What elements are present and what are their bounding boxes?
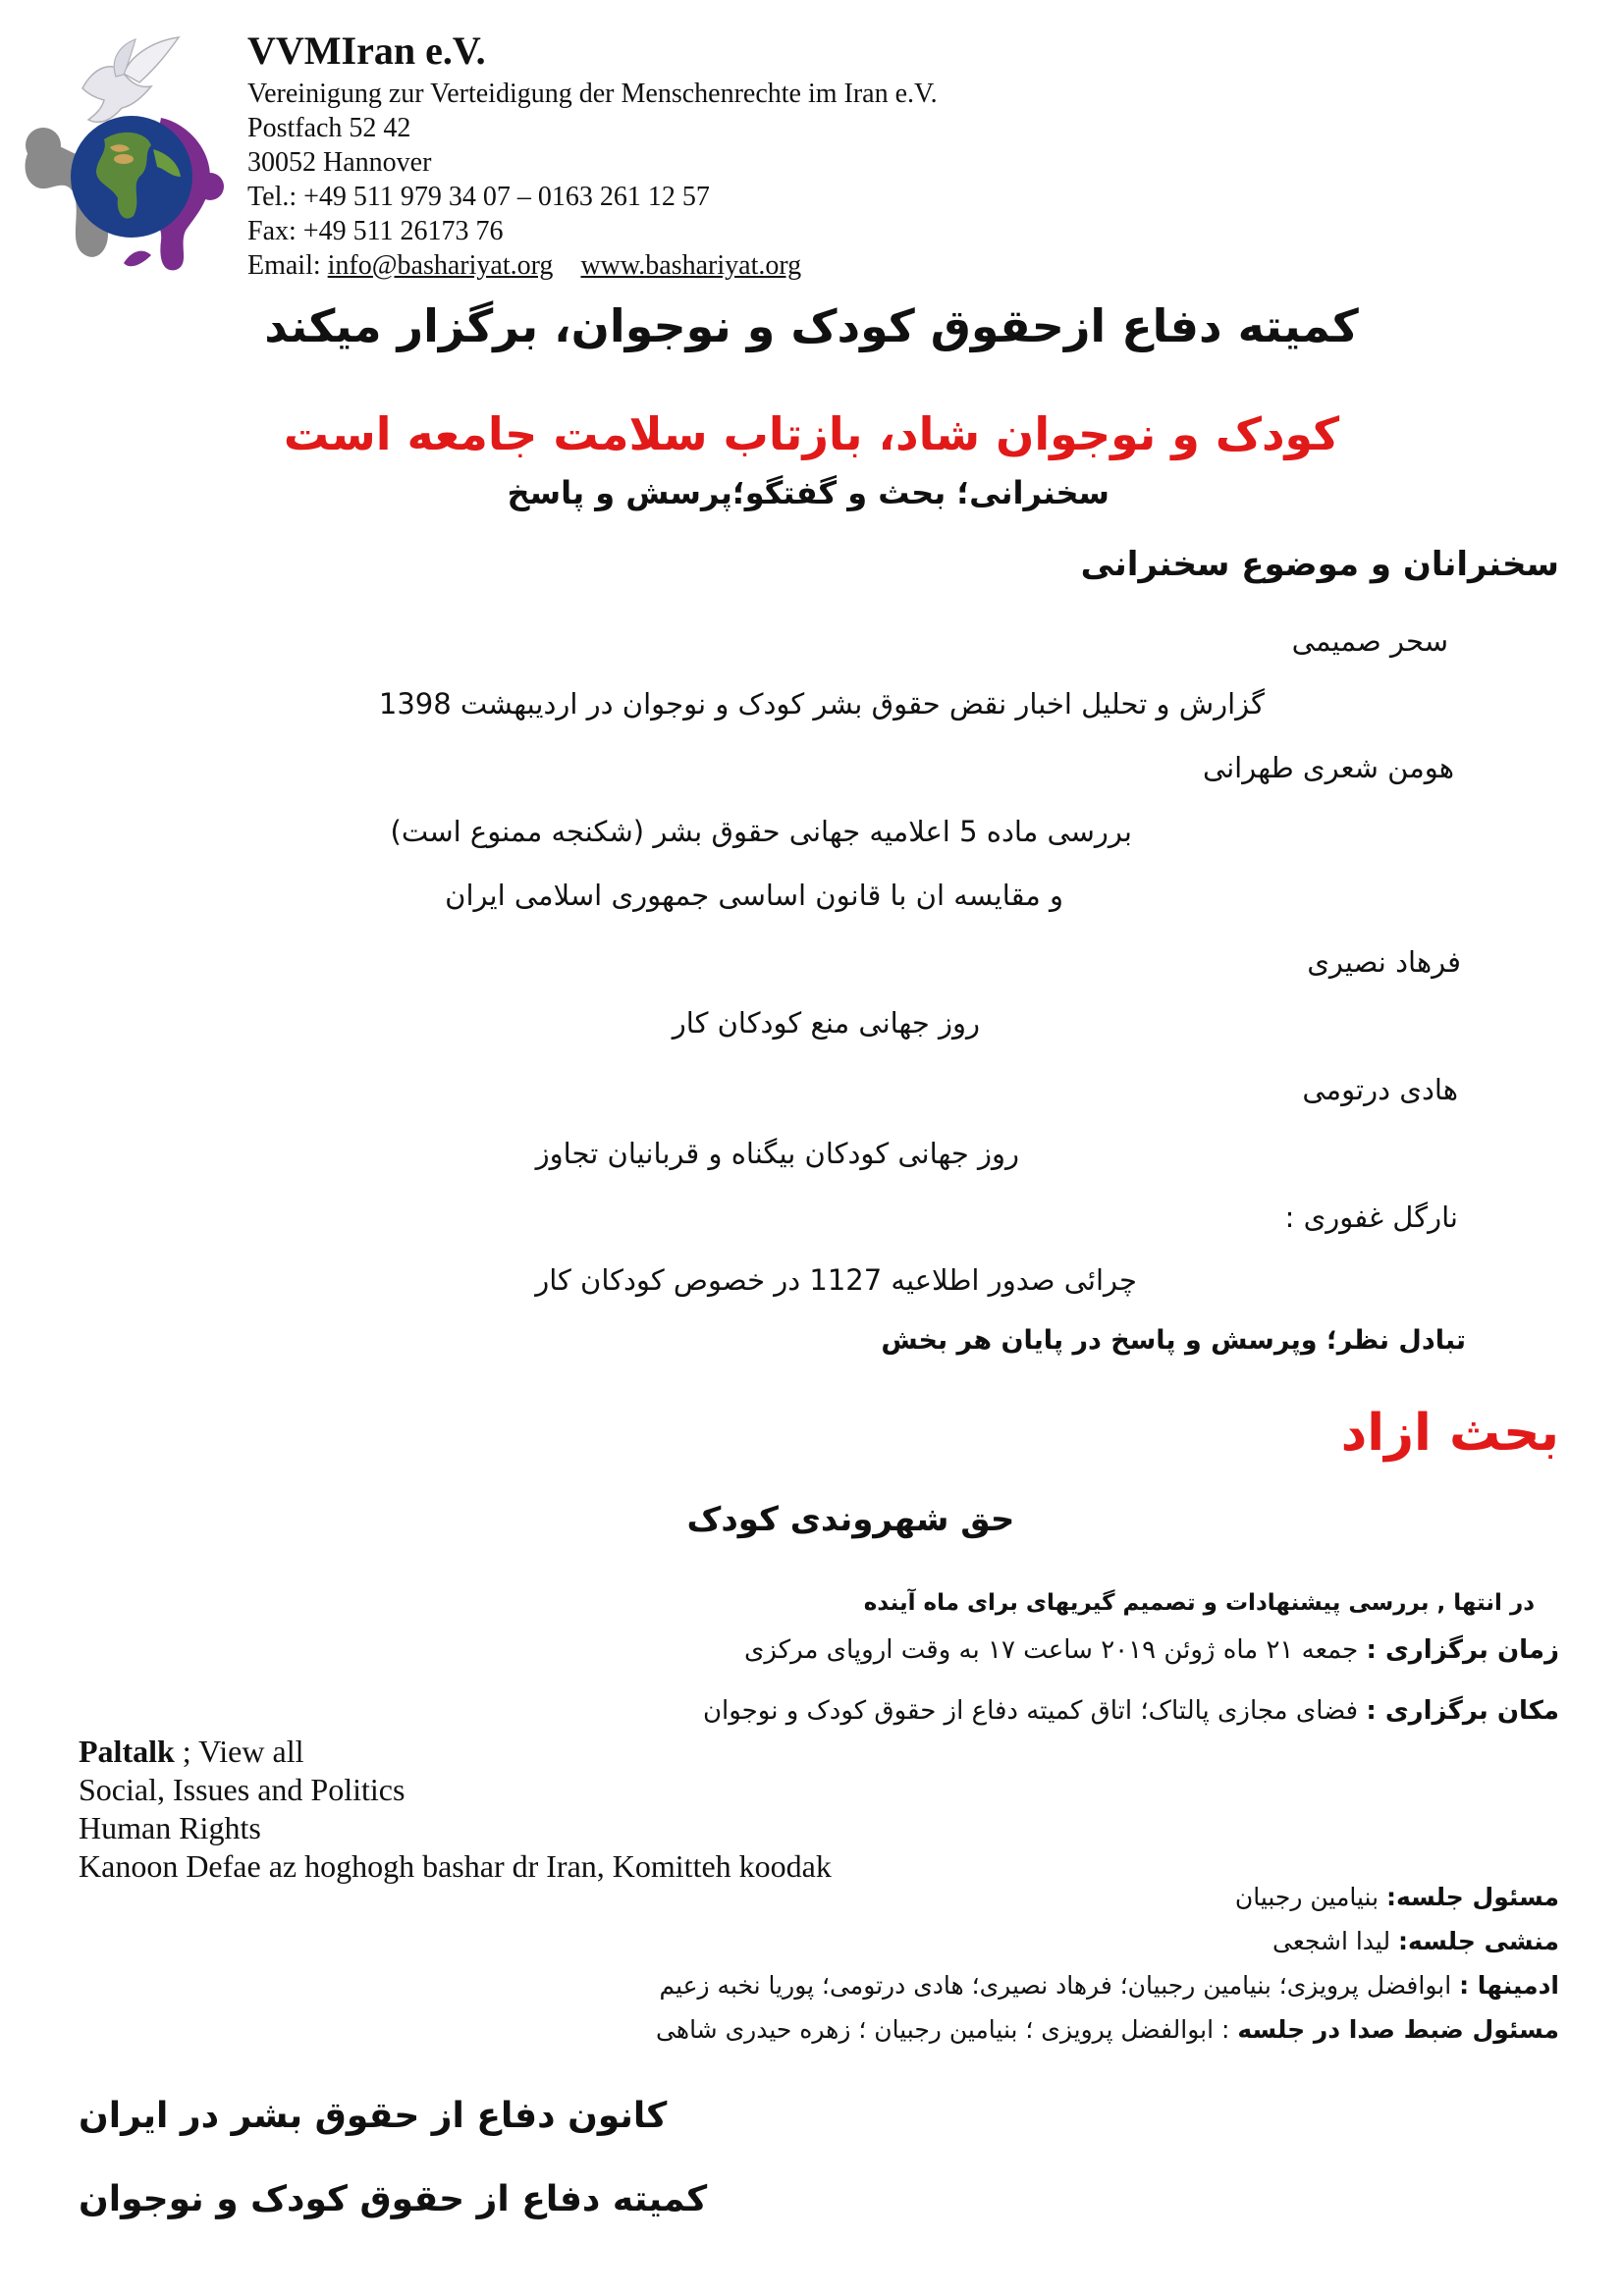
role-value: بنیامین رجبیان: [1234, 1883, 1386, 1911]
audio-recording: [656, 2015, 1559, 2044]
organization-full-name: Vereinigung zur Verteidigung der Menschenrechte im Iran e.V.: [247, 79, 938, 109]
time-value: جمعه ۲۱ ماه ژوئن ۲۰۱۹ ساعت ۱۷ به وقت اروپای مرکزی: [744, 1635, 1367, 1665]
globe-icon: [71, 116, 192, 238]
closing-agenda: در انتها , بررسی پیشنهادات و تصمیم گیریهای برای ماه آینده: [863, 1590, 1535, 1616]
event-place: [703, 1696, 1559, 1726]
organization-header: [247, 26, 938, 283]
paltalk-subcategory: Human Rights: [79, 1810, 261, 1845]
speaker-topic: روز جهانی کودکان بیگناه و قربانیان تجاوز: [535, 1137, 1019, 1170]
place-label: مکان برگزاری :: [1366, 1696, 1559, 1726]
discussion-note: تبادل نظر؛ وپرسش و پاسخ در پایان هر بخش: [881, 1325, 1466, 1356]
speaker-topic: چرائی صدور اطلاعیه 1127 در خصوص کودکان کار: [535, 1263, 1137, 1297]
organization-logo: [14, 29, 240, 275]
paltalk-path: [79, 1733, 832, 1771]
telephone: Tel.: +49 511 979 34 07 – 0163 261 12 57: [247, 182, 710, 212]
speakers-heading: سخنرانان و موضوع سخنرانی: [1080, 545, 1559, 584]
website-link[interactable]: www.bashariyat.org: [580, 250, 802, 281]
speaker-name: سحر صمیمی: [1291, 624, 1448, 658]
time-label: زمان برگزاری :: [1366, 1635, 1559, 1665]
email-link[interactable]: info@bashariyat.org: [327, 250, 554, 281]
role-label: منشی جلسه:: [1398, 1927, 1559, 1955]
speaker-name: هومن شعری طهرانی: [1202, 751, 1454, 784]
speaker-topic: و مقایسه ان با قانون اساسی جمهوری اسلامی ایران: [445, 879, 1063, 912]
event-time: [744, 1635, 1559, 1665]
event-subtitle: کودک و نوجوان شاد، بازتاب سلامت جامعه است: [283, 407, 1340, 460]
role-value: ابوافضل پرویزی؛ بنیامین رجبیان؛ فرهاد نصیری؛ هادی درتومی؛ پوریا نخبه زعیم: [659, 1971, 1460, 2000]
paltalk-room: Kanoon Defae az hoghogh bashar dr Iran, Komitteh koodak: [79, 1848, 832, 1884]
role-label: مسئول جلسه:: [1385, 1883, 1559, 1911]
session-chair: [1235, 1883, 1559, 1911]
contact-line: [247, 248, 938, 283]
city: 30052 Hannover: [247, 147, 432, 178]
speaker-topic: روز جهانی منع کودکان کار: [672, 1006, 980, 1040]
paltalk-view-all: ; View all: [174, 1734, 304, 1769]
organization-name: VVMIran e.V.: [247, 28, 486, 73]
speaker-name: نارگل غفوری :: [1284, 1201, 1458, 1234]
speaker-topic: گزارش و تحلیل اخبار نقض حقوق بشر کودک و نوجوان در اردیبهشت 1398: [378, 687, 1265, 721]
postbox: Postfach 52 42: [247, 113, 411, 143]
free-discussion-title: بحث ازاد: [1340, 1404, 1559, 1463]
paltalk-category: Social, Issues and Politics: [79, 1772, 406, 1807]
email-label: Email:: [247, 250, 321, 281]
fax: Fax: +49 511 26173 76: [247, 216, 504, 246]
speaker-name: فرهاد نصیری: [1307, 945, 1461, 979]
session-secretary: [1272, 1927, 1559, 1955]
role-label: ادمینها :: [1459, 1971, 1559, 2000]
speaker-name: هادی درتومی: [1302, 1073, 1458, 1106]
speaker-topic: بررسی ماده 5 اعلامیه جهانی حقوق بشر (شکنجه ممنوع است): [390, 815, 1132, 848]
event-format: سخنرانی؛ بحث و گفتگو؛پرسش و پاسخ: [507, 474, 1109, 511]
role-value: لیدا اشجعی: [1271, 1927, 1399, 1955]
free-discussion-topic: حق شهروندی کودک: [686, 1500, 1015, 1539]
dove-icon: [82, 37, 179, 122]
footer-organization: کانون دفاع از حقوق بشر در ایران: [79, 2096, 668, 2136]
footer-committee: کمیته دفاع از حقوق کودک و نوجوان: [79, 2179, 708, 2219]
place-value: فضای مجازی پالتاک؛ اتاق کمیته دفاع از حقوق کودک و نوجوان: [702, 1696, 1367, 1726]
session-admins: [659, 1971, 1559, 2000]
paltalk-brand: Paltalk: [79, 1734, 175, 1769]
paltalk-directions: [79, 1733, 832, 1886]
role-value: : ابوالفضل پرویزی ؛ بنیامین رجبیان ؛ زهره حیدری شاهی: [656, 2015, 1238, 2044]
page-title: کمیته دفاع ازحقوق کودک و نوجوان، برگزار میکند: [264, 299, 1359, 352]
role-label: مسئول ضبط صدا در جلسه: [1237, 2015, 1559, 2044]
